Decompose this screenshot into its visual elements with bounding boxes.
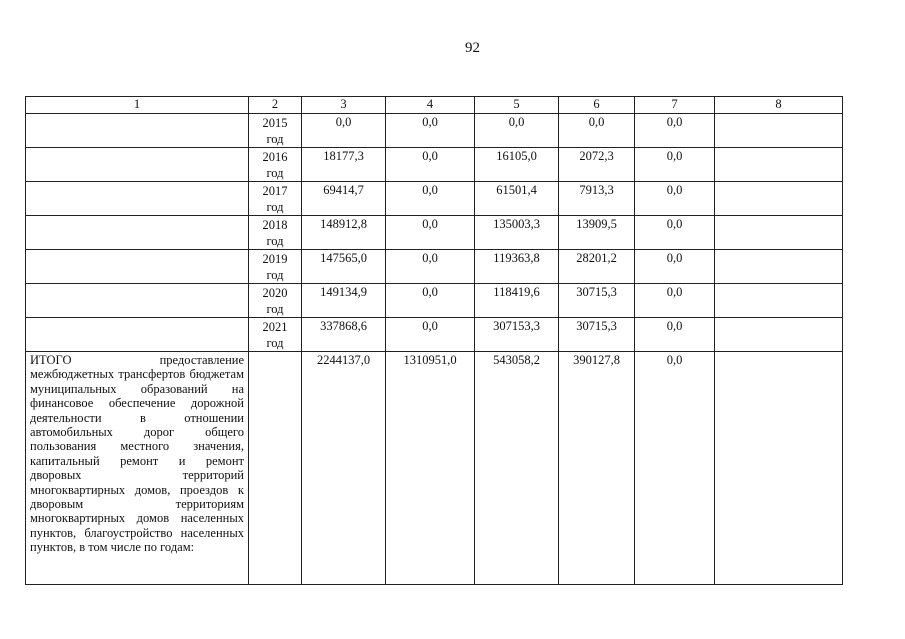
column-8-cell	[715, 250, 843, 284]
year-cell	[249, 182, 302, 216]
table-row	[26, 250, 843, 284]
column-7-cell: 0,0	[635, 114, 715, 148]
column-5-cell: 119363,8	[475, 250, 559, 284]
year-suffix: год	[266, 268, 284, 282]
column-7-cell: 0,0	[635, 250, 715, 284]
column-5-cell: 118419,6	[475, 284, 559, 318]
total-funding-cell: 2244137,0	[302, 352, 386, 585]
year-suffix: год	[266, 200, 284, 214]
row-description-cell	[26, 148, 249, 182]
column-6-cell: 30715,3	[559, 318, 635, 352]
row-description-cell	[26, 182, 249, 216]
row-description-cell	[26, 216, 249, 250]
column-7-cell: 0,0	[635, 182, 715, 216]
year-value: 2020	[262, 286, 288, 300]
column-4-cell: 0,0	[386, 318, 475, 352]
column-4-cell: 0,0	[386, 284, 475, 318]
column-5-cell: 61501,4	[475, 182, 559, 216]
total-funding-cell: 0,0	[302, 114, 386, 148]
column-5-cell: 543058,2	[475, 352, 559, 585]
year-cell	[249, 114, 302, 148]
column-7-cell: 0,0	[635, 352, 715, 585]
column-8-cell	[715, 318, 843, 352]
row-description-cell	[26, 114, 249, 148]
column-6-cell: 0,0	[559, 114, 635, 148]
total-funding-cell: 148912,8	[302, 216, 386, 250]
table-row	[26, 216, 843, 250]
column-7-cell: 0,0	[635, 148, 715, 182]
year-value: 2017	[262, 184, 288, 198]
column-header-1: 1	[26, 97, 249, 114]
column-4-cell: 0,0	[386, 216, 475, 250]
column-5-cell: 135003,3	[475, 216, 559, 250]
row-description-cell	[26, 284, 249, 318]
column-7-cell: 0,0	[635, 318, 715, 352]
table-row	[26, 284, 843, 318]
column-header-7: 7	[635, 97, 715, 114]
column-4-cell: 0,0	[386, 250, 475, 284]
year-value: 2021	[262, 320, 288, 334]
column-6-cell: 13909,5	[559, 216, 635, 250]
total-funding-cell: 147565,0	[302, 250, 386, 284]
column-4-cell: 0,0	[386, 182, 475, 216]
column-5-cell: 16105,0	[475, 148, 559, 182]
total-funding-cell: 149134,9	[302, 284, 386, 318]
column-header-8: 8	[715, 97, 843, 114]
column-6-cell: 30715,3	[559, 284, 635, 318]
total-funding-cell: 337868,6	[302, 318, 386, 352]
year-cell	[249, 216, 302, 250]
year-cell	[249, 148, 302, 182]
table-row	[26, 318, 843, 352]
column-8-cell	[715, 114, 843, 148]
row-description-cell	[26, 250, 249, 284]
year-suffix: год	[266, 234, 284, 248]
column-8-cell	[715, 216, 843, 250]
column-6-cell: 7913,3	[559, 182, 635, 216]
column-4-cell: 0,0	[386, 114, 475, 148]
column-header-6: 6	[559, 97, 635, 114]
year-value: 2018	[262, 218, 288, 232]
total-row	[26, 352, 843, 585]
row-description-cell	[26, 318, 249, 352]
year-cell	[249, 352, 302, 585]
column-6-cell: 2072,3	[559, 148, 635, 182]
year-value: 2015	[262, 116, 288, 130]
year-cell	[249, 284, 302, 318]
column-4-cell: 0,0	[386, 148, 475, 182]
year-cell	[249, 318, 302, 352]
column-6-cell: 390127,8	[559, 352, 635, 585]
column-7-cell: 0,0	[635, 216, 715, 250]
column-5-cell: 0,0	[475, 114, 559, 148]
column-header-3: 3	[302, 97, 386, 114]
year-suffix: год	[266, 166, 284, 180]
table-row	[26, 148, 843, 182]
column-header-2: 2	[249, 97, 302, 114]
header-row	[26, 97, 843, 114]
year-value: 2016	[262, 150, 288, 164]
page-number: 92	[465, 40, 480, 56]
total-funding-cell: 18177,3	[302, 148, 386, 182]
budget-table	[25, 96, 843, 585]
year-suffix: год	[266, 336, 284, 350]
column-8-cell	[715, 352, 843, 585]
column-6-cell: 28201,2	[559, 250, 635, 284]
year-value: 2019	[262, 252, 288, 266]
column-8-cell	[715, 182, 843, 216]
column-5-cell: 307153,3	[475, 318, 559, 352]
year-suffix: год	[266, 132, 284, 146]
table-row	[26, 114, 843, 148]
column-7-cell: 0,0	[635, 284, 715, 318]
total-funding-cell: 69414,7	[302, 182, 386, 216]
year-suffix: год	[266, 302, 284, 316]
column-header-5: 5	[475, 97, 559, 114]
column-8-cell	[715, 284, 843, 318]
year-cell	[249, 250, 302, 284]
table-row	[26, 182, 843, 216]
column-header-4: 4	[386, 97, 475, 114]
total-description-cell: ИТОГО предоставление межбюджетных трансфертов бюджетам муниципальных образований на финансовое обеспечение дорожной деятельности в отношении автомобильных дорог общего пользования местного значения, капитальный ремонт и ремонт дворовых территорий многоквартирных домов, проездов к дворовым территориям многоквартирных домов населенных пунктов, благоустройство населенных пунктов, в том числе по годам:	[26, 352, 249, 585]
column-4-cell: 1310951,0	[386, 352, 475, 585]
column-8-cell	[715, 148, 843, 182]
